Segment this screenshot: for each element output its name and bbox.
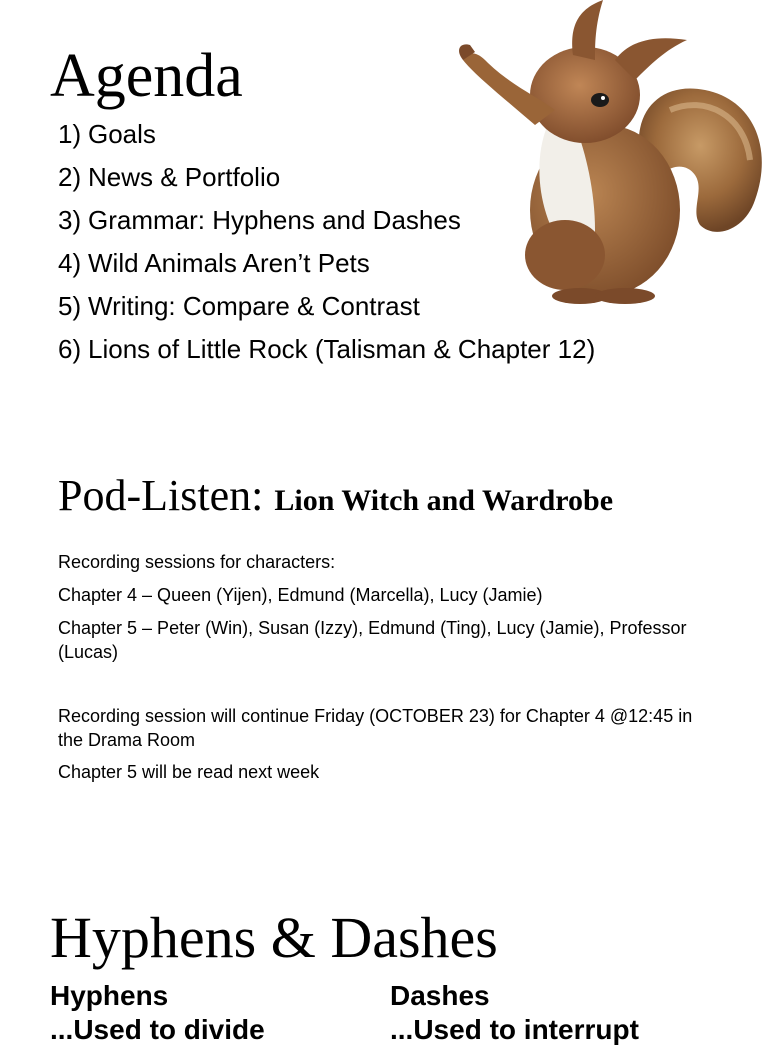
agenda-item-number: 6) [58, 334, 82, 364]
pod-line: Chapter 5 – Peter (Win), Susan (Izzy), Edmund (Ting), Lucy (Jamie), Professor (Lucas) [58, 618, 687, 662]
agenda-item [58, 328, 595, 371]
agenda-item-number: 1) [58, 119, 82, 149]
hyphens-subtext: ...Used to divide [50, 1014, 265, 1045]
pod-listen-title-book: Lion Witch and Wardrobe [274, 484, 614, 517]
hyphens-dashes-title: Hyphens & Dashes [50, 905, 498, 970]
hyphens-dashes-slide [0, 900, 768, 1045]
agenda-item-text: Grammar: Hyphens and Dashes [88, 205, 461, 235]
agenda-item-number: 5) [58, 291, 82, 321]
agenda-item-number: 2) [58, 162, 82, 192]
agenda-item-text: Wild Animals Aren’t Pets [88, 248, 370, 278]
dashes-heading: Dashes [390, 980, 490, 1011]
dashes-subtext: ...Used to interrupt [390, 1014, 639, 1045]
pod-line: Chapter 5 will be read next week [58, 762, 320, 782]
pod-line: Recording session will continue Friday (OCTOBER 23) for Chapter 4 @12:45 in the Drama Room [58, 706, 693, 750]
agenda-slide [0, 0, 768, 400]
agenda-item-text: Goals [88, 119, 156, 149]
hyphens-heading: Hyphens [50, 980, 169, 1011]
pod-listen-title-colon: : [251, 471, 275, 520]
agenda-title: Agenda [50, 42, 243, 110]
pod-listen-title [58, 470, 613, 521]
agenda-item-text: News & Portfolio [88, 162, 281, 192]
pod-listen-title-main: Pod-Listen [58, 471, 252, 520]
agenda-item-text: Writing: Compare & Contrast [88, 291, 420, 321]
squirrel-image [455, 0, 768, 315]
pod-line: Recording sessions for characters: [58, 552, 336, 572]
pod-listen-slide [0, 470, 768, 810]
agenda-item-text: Lions of Little Rock (Talisman & Chapter 12) [88, 334, 596, 364]
pod-line: Chapter 4 – Queen (Yijen), Edmund (Marcella), Lucy (Jamie) [58, 585, 543, 605]
agenda-item-number: 3) [58, 205, 82, 235]
agenda-item-number: 4) [58, 248, 82, 278]
